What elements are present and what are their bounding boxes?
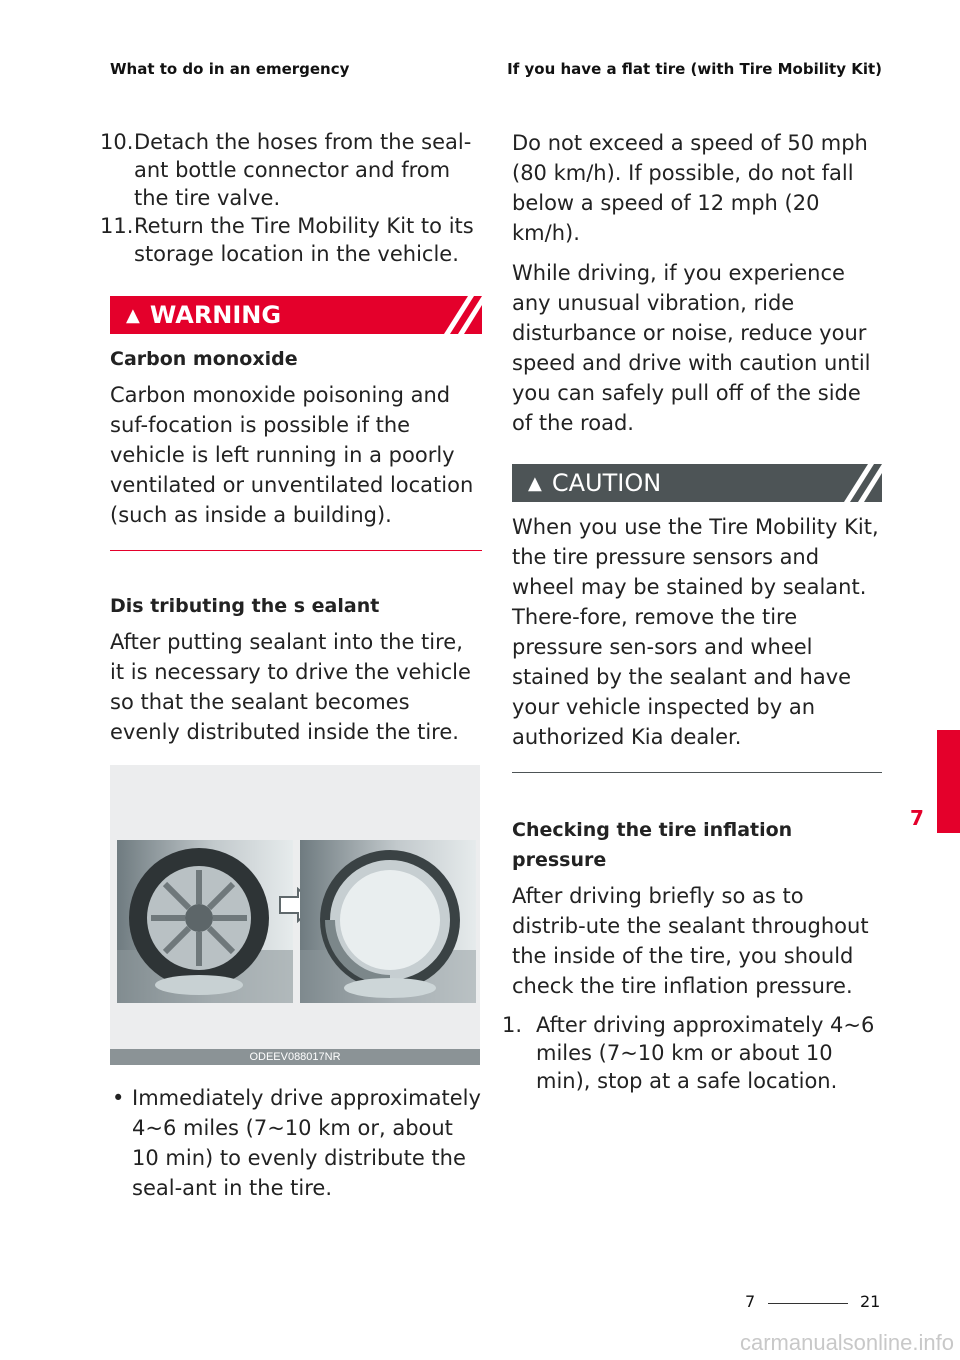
chapter-tab	[937, 730, 960, 833]
step-item	[100, 212, 482, 268]
stripes-icon	[822, 464, 882, 502]
caution-text: When you use the Tire Mobility Kit, the tire pressure sensors and wheel may be stained by sealant. There-fore, remove the tire pressure sen-sors and wheel stained by the sealant and have your vehicle inspected by an authorized Kia dealer.	[512, 515, 879, 749]
warning-label: WARNING	[149, 301, 282, 329]
divider	[512, 772, 882, 773]
section-text: After driving briefly so as to distrib-ute the sealant throughout the inside of the tire, you should check the tire inflation pressure.	[512, 884, 869, 998]
step-text: Return the Tire Mobility Kit to its storage location in the vehicle.	[134, 214, 474, 266]
warning-text: Carbon monoxide poisoning and suf-focation is possible if the vehicle is left running in a poorly ventilated or unventilated location (such as inside a building).	[110, 383, 474, 527]
step-item	[100, 128, 482, 212]
chapter-tab-number: 7	[910, 806, 924, 830]
footer-page: 21	[860, 1292, 881, 1311]
step-number: 11.	[100, 214, 134, 238]
step-item	[502, 1011, 882, 1095]
watermark: carmanualsonline.info	[739, 1330, 954, 1355]
step-number: 1.	[502, 1013, 523, 1037]
divider	[110, 550, 482, 551]
header-section-title: What to do in an emergency	[110, 60, 350, 78]
driving-paragraph: While driving, if you experience any unusual vibration, ride disturbance or noise, reduce your speed and drive with caution until you can safely pull off of the side of the road.	[512, 261, 871, 435]
stripes-icon	[422, 296, 482, 334]
section-text: After putting sealant into the tire, it is necessary to drive the vehicle so that the sealant becomes evenly distributed inside the tire.	[110, 630, 471, 744]
warning-triangle-icon: ▲	[126, 304, 140, 326]
wheel-sealant-icon	[300, 840, 476, 1003]
figure-caption: ODEEV088017NR	[110, 1049, 480, 1065]
caution-triangle-icon: ▲	[528, 472, 542, 494]
section-title: Checking the tire inflation pressure	[512, 819, 793, 871]
caution-banner	[512, 464, 882, 502]
footer-chapter: 7	[745, 1292, 756, 1311]
bullet-item	[110, 1083, 482, 1203]
tire-figure	[110, 765, 480, 1065]
right-column	[502, 128, 882, 1095]
left-column	[100, 128, 482, 1203]
footer-divider	[768, 1303, 848, 1304]
caution-label: CAUTION	[551, 469, 662, 497]
tire-before-image	[117, 840, 293, 1003]
header-chapter-title: If you have a flat tire (with Tire Mobility Kit)	[507, 60, 882, 78]
speed-paragraph: Do not exceed a speed of 50 mph (80 km/h). If possible, do not fall below a speed of 12 mph (20 km/h).	[512, 131, 868, 245]
step-number: 10.	[100, 130, 134, 154]
warning-subtitle: Carbon monoxide	[110, 348, 298, 370]
step-text: After driving approximately 4~6 miles (7~10 km or about 10 min), stop at a safe location.	[536, 1013, 875, 1093]
step-text: Detach the hoses from the seal-ant bottle connector and from the tire valve.	[134, 130, 472, 210]
bullet-text: Immediately drive approximately 4~6 miles (7~10 km or, about 10 min) to evenly distribute the seal-ant in the tire.	[132, 1086, 481, 1200]
bullet-icon: •	[112, 1086, 125, 1110]
warning-banner	[110, 296, 482, 334]
section-title: Dis tributing the s ealant	[110, 595, 380, 617]
tire-after-image	[300, 840, 476, 1003]
wheel-icon	[117, 840, 293, 1003]
